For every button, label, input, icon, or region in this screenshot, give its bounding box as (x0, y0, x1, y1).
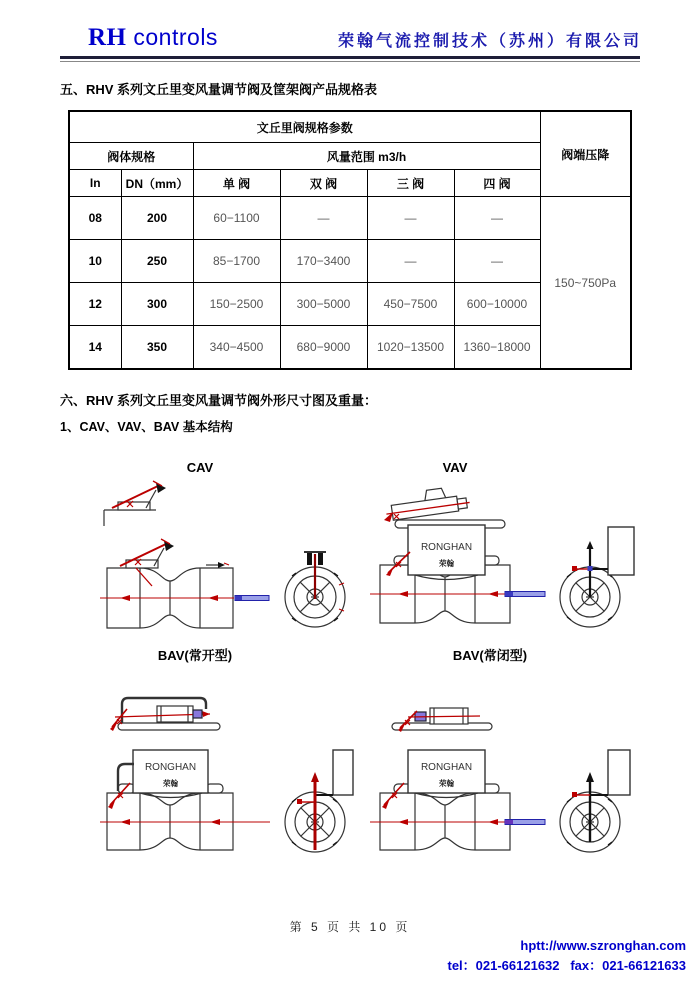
table-header-params: 文丘里阀规格参数 (69, 111, 540, 143)
cav-label: CAV (186, 460, 214, 475)
cell-triple: 450−7500 (367, 283, 454, 326)
cav-technical-drawing (60, 478, 370, 650)
table-row (69, 111, 631, 143)
nameplate-text: RONGHAN (420, 762, 473, 773)
cell-in: 08 (69, 197, 121, 240)
col-header-double: 双 阀 (280, 170, 367, 197)
cell-single: 150−2500 (193, 283, 280, 326)
company-logo (88, 24, 218, 52)
col-header-single: 单 阀 (193, 170, 280, 197)
cell-quad: 1360−18000 (454, 326, 540, 370)
nameplate-sub-text: 荣翰 (163, 779, 178, 788)
nameplate-text: RONGHAN (144, 762, 197, 773)
website-url: hptt://www.szronghan.com (520, 938, 686, 953)
table-header-pressure-drop: 阀端压降 (540, 111, 631, 197)
nameplate-sub-text: 荣翰 (439, 559, 454, 568)
cell-dn: 200 (121, 197, 193, 240)
table-header-flow-range: 风量范围 m3/h (193, 143, 540, 170)
page-number: 第 5 页 共 10 页 (289, 920, 411, 934)
cell-double: 170−3400 (280, 240, 367, 283)
cell-dn: 250 (121, 240, 193, 283)
tel-fax-line: tel：021-66121632 fax：021-66121633 (447, 958, 686, 973)
cell-double: — (280, 197, 367, 240)
bav-normally-closed-technical-drawing (370, 695, 680, 890)
section5-title: 五、RHV 系列文丘里变风量调节阀及筐架阀产品规格表 (60, 82, 378, 97)
section6-subtitle: 1、CAV、VAV、BAV 基本结构 (60, 420, 233, 434)
vav-label: VAV (442, 460, 468, 475)
nameplate-text: RONGHAN (420, 542, 473, 553)
cell-in: 10 (69, 240, 121, 283)
cell-in: 14 (69, 326, 121, 370)
cell-single: 60−1100 (193, 197, 280, 240)
cell-triple: 1020−13500 (367, 326, 454, 370)
cell-dn: 350 (121, 326, 193, 370)
cell-dn: 300 (121, 283, 193, 326)
header-divider (60, 56, 640, 62)
cell-quad: 600−10000 (454, 283, 540, 326)
cell-double: 300−5000 (280, 283, 367, 326)
cell-in: 12 (69, 283, 121, 326)
table-header-body-spec: 阀体规格 (69, 143, 193, 170)
vav-technical-drawing (370, 478, 680, 650)
bav-normally-open-technical-drawing (60, 695, 370, 890)
cell-triple: — (367, 240, 454, 283)
cell-quad: — (454, 240, 540, 283)
company-name: 荣翰气流控制技术（苏州）有限公司 (337, 33, 642, 50)
cell-triple: — (367, 197, 454, 240)
logo-controls-text: controls (126, 24, 218, 50)
col-header-triple: 三 阀 (367, 170, 454, 197)
table-row (69, 197, 631, 240)
cell-single: 85−1700 (193, 240, 280, 283)
bav-normally-open-label: BAV(常开型) (157, 648, 233, 663)
col-header-in: In (69, 170, 121, 197)
spec-table (68, 110, 632, 370)
col-header-dn: DN（mm） (121, 170, 193, 197)
logo-rh-text: RH (88, 24, 127, 51)
cell-double: 680−9000 (280, 326, 367, 370)
cell-pressure-value: 150~750Pa (540, 197, 631, 370)
cell-quad: — (454, 197, 540, 240)
section6-title: 六、RHV 系列文丘里变风量调节阀外形尺寸图及重量： (60, 393, 378, 408)
bav-normally-closed-label: BAV(常闭型) (452, 648, 528, 663)
cell-single: 340−4500 (193, 326, 280, 370)
col-header-quad: 四 阀 (454, 170, 540, 197)
nameplate-sub-text: 荣翰 (439, 779, 454, 788)
